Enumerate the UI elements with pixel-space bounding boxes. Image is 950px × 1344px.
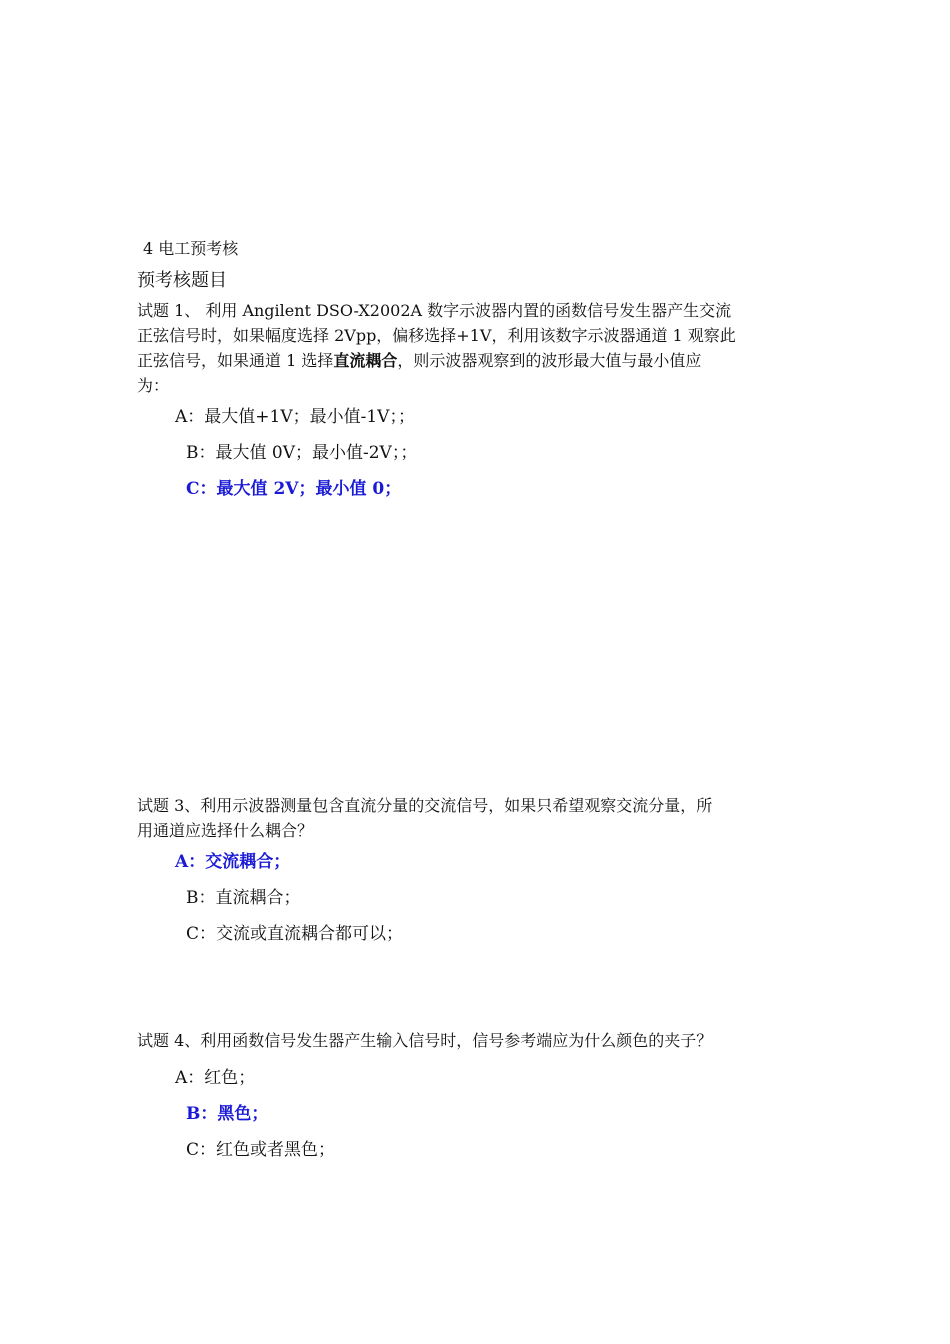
question-3-option-a-correct: A：交流耦合； xyxy=(175,852,291,872)
question-1-line-3-pre: 正弦信号，如果通道 1 选择 xyxy=(137,351,334,370)
question-1-option-c-correct: C：最大值 2V；最小值 0； xyxy=(186,479,402,499)
question-4-option-c: C：红色或者黑色； xyxy=(186,1140,336,1160)
question-1-line-4: 为： xyxy=(137,376,170,395)
question-4-line-1: 试题 4、利用函数信号发生器产生输入信号时，信号参考端应为什么颜色的夹子？ xyxy=(137,1031,713,1050)
question-1-line-3 xyxy=(137,348,701,371)
question-1-option-a: A：最大值+1V；最小值-1V；； xyxy=(175,407,415,427)
question-1-keyword: 直流耦合 xyxy=(333,351,398,370)
question-1-line-3-post: ，则示波器观察到的波形最大值与最小值应 xyxy=(397,351,702,370)
question-3-option-c: C：交流或直流耦合都可以； xyxy=(186,924,404,944)
question-3-option-b: B：直流耦合； xyxy=(186,888,301,908)
question-1-option-b: B：最大值 0V；最小值-2V；； xyxy=(186,443,418,463)
question-1-line-1: 试题 1、 利用 Angilent DSO-X2002A 数字示波器内置的函数信号发生器产生交流 xyxy=(137,301,732,320)
section-title: 预考核题目 xyxy=(137,270,227,291)
question-1-line-2: 正弦信号时，如果幅度选择 2Vpp，偏移选择+1V，利用该数字示波器通道 1 观察此 xyxy=(137,326,736,345)
document-header: 4 电工预考核 xyxy=(143,239,239,258)
question-4-option-a: A：红色； xyxy=(175,1068,256,1088)
question-4-option-b-correct: B：黑色； xyxy=(186,1104,269,1124)
question-3-line-1: 试题 3、利用示波器测量包含直流分量的交流信号，如果只希望观察交流分量，所 xyxy=(137,796,713,815)
question-3-line-2: 用通道应选择什么耦合？ xyxy=(137,821,314,840)
